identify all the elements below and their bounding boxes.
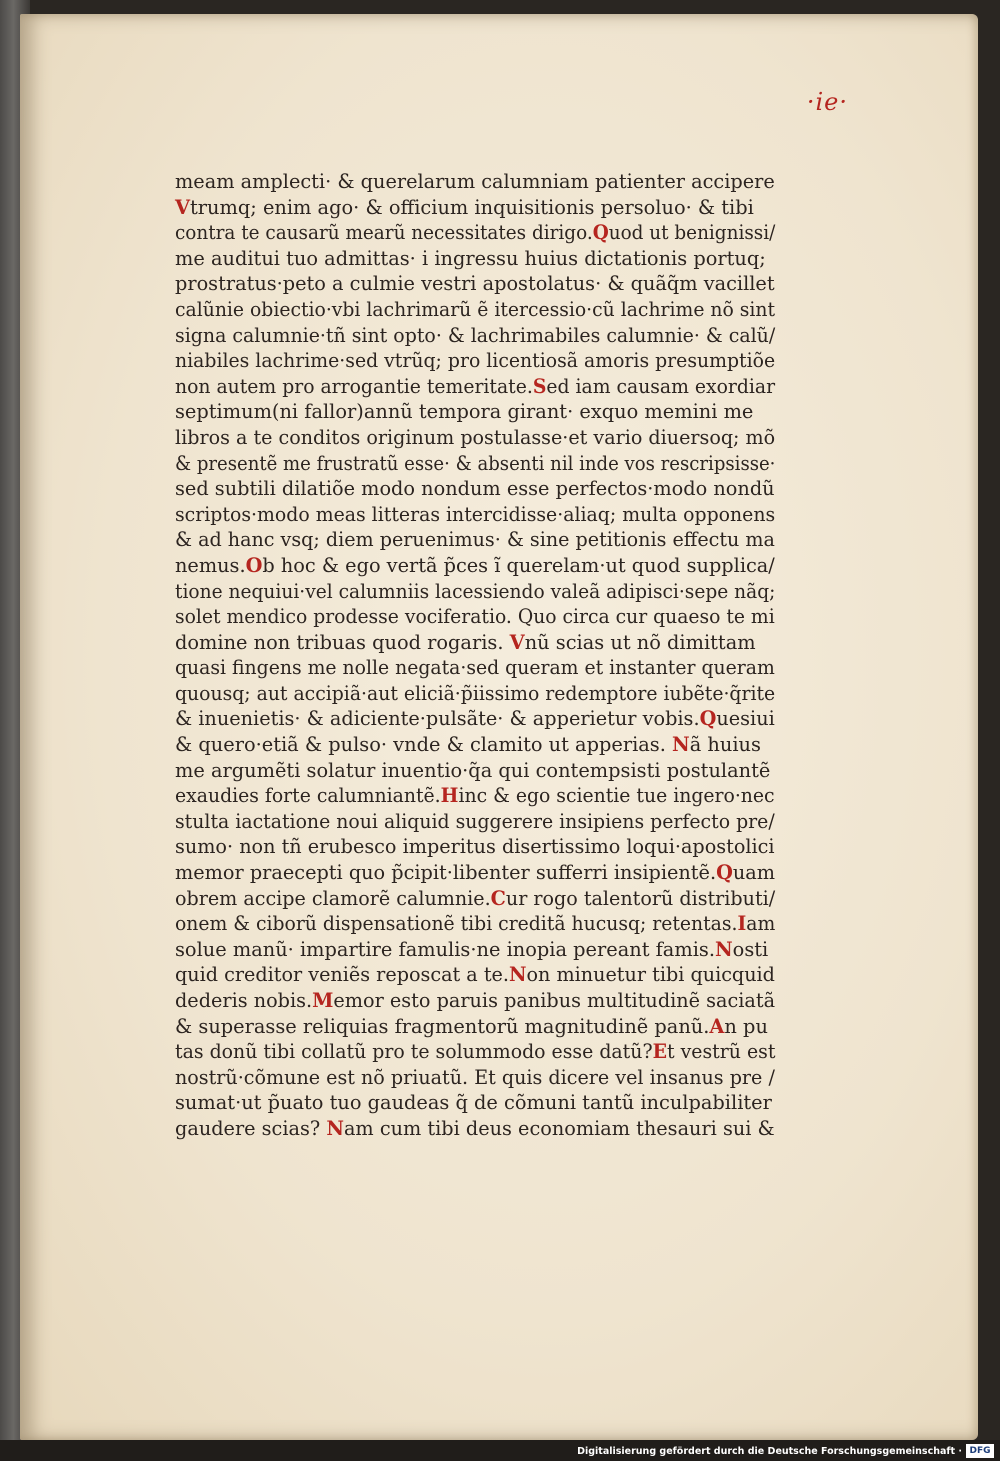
dfg-logo: DFG [966,1444,994,1458]
rubricated-initial: S [532,373,547,398]
rubricated-initial: O [245,552,263,577]
text-line: sumo· non tñ erubesco imperitus disertissimo loqui·apostolici [175,834,775,859]
text-line: dederis nobis.Memor esto paruis panibus multitudinẽ saciatã [175,988,776,1012]
text-line: calũnie obiectio·vbi lachrimarũ ẽ itercessio·cũ lachrime nõ sint [175,296,776,321]
text-line: quid creditor veniẽs reposcat a te.Non minuetur tibi quicquid [175,962,775,987]
text-line: tas donũ tibi collatũ pro te solummodo esse datũ?Et vestrũ est [175,1039,776,1064]
text-line: nostrũ·cõmune est nõ priuatũ. Et quis dicere vel insanus pre / [175,1064,775,1089]
folio-number: ·ie· [806,88,848,116]
text-line: sumat·ut p̃uato tuo gaudeas q̃ de cõmuni tantũ inculpabiliter [175,1090,772,1115]
text-line: & superasse reliquias fragmentorũ magnitudinẽ panũ.An pu [175,1013,768,1038]
text-line: septimum(ni fallor)annũ tempora girant· exquo memini me [175,399,754,424]
text-line: obrem accipe clamorẽ calumnie.Cur rogo talentorũ distributi/ [175,885,776,910]
text-line: sed subtili dilatiõe modo nondum esse perfectos·modo nondũ [175,476,775,501]
text-line: solet mendico prodesse vociferatio. Quo circa cur quaeso te mi [175,604,775,629]
text-line: quasi fingens me nolle negata·sed queram et instanter queram [175,655,775,680]
rubricated-initial: N [672,732,690,757]
rubricated-initial: H [440,783,459,808]
text-line: niabiles lachrime·sed vtrũq; pro licentiosã amoris presumptiõe [175,348,776,373]
text-line: nemus.Ob hoc & ego vertã p̃ces ĩ querelam·ut quod supplica/ [175,552,775,577]
rubricated-initial: V [175,194,191,219]
text-line: quousq; aut accipiã·aut eliciã·p̃iissimo redemptore iubẽte·q̃rite [175,680,776,705]
text-line: solue manũ· impartire famulis·ne inopia pereant famis.Nosti [175,936,769,961]
rubricated-initial: M [312,988,334,1012]
text-line: Vtrumq; enim ago· & officium inquisitionis persoluo· & tibi [175,194,754,219]
text-line: memor praecepti quo p̃cipit·libenter sufferri insipientẽ.Quam [175,860,776,885]
funding-credit: Digitalisierung gefördert durch die Deutsche Forschungsgemeinschaft · [577,1446,962,1457]
text-line: & quero·etiã & pulso· vnde & clamito ut apperias. Nã huius [175,732,761,757]
rubricated-initial: V [509,629,525,654]
text-line: prostratus·peto a culmie vestri apostolatus· & quãq̃m vacillet [175,271,775,296]
text-line: onem & ciborũ dispensationẽ tibi creditã hucusq; retentas.Iam [175,911,776,936]
text-line: exaudies forte calumniantẽ.Hinc & ego scientie tue ingero·nec [175,783,775,808]
text-line: contra te causarũ mearũ necessitates dirigo.Quod ut benignissi/ [175,220,776,245]
manuscript-page [20,14,978,1440]
text-line: me argumẽti solatur inuentio·q̃a qui contempsisti postulantẽ [175,757,771,782]
text-line: non autem pro arrogantie temeritate.Sed iam causam exordiar [175,373,776,398]
rubricated-initial: A [709,1013,725,1038]
rubricated-initial: Q [699,706,717,731]
text-line: gaudere scias? Nam cum tibi deus economiam thesauri sui & [175,1115,775,1140]
text-line: & presentẽ me frustratũ esse· & absenti nil inde vos rescripsisse· [175,450,776,475]
text-line: scriptos·modo meas litteras intercidisse·aliaq; multa opponens [175,501,776,526]
text-line: signa calumnie·tñ sint opto· & lachrimabiles calumnie· & calũ/ [175,322,776,347]
text-line: meam amplecti· & querelarum calumniam patienter accipere [175,169,775,193]
text-line: me auditui tuo admittas· i ingressu huius dictationis portuq; [175,245,766,270]
text-line: stulta iactatione noui aliquid suggerere insipiens perfecto pre/ [175,808,775,833]
text-column [175,169,795,1142]
text-line: tione nequiui·vel calumniis lacessiendo valeã adipisci·sepe nãq; [175,578,776,603]
rubricated-initial: C [490,885,506,910]
rubricated-initial: I [737,911,747,936]
rubricated-initial: Q [592,220,609,245]
rubricated-initial: E [652,1039,668,1064]
rubricated-initial: Q [716,860,733,885]
footer-bar [0,1440,1000,1461]
rubricated-initial: N [714,936,733,961]
text-line: & ad hanc vsq; diem peruenimus· & sine petitionis effectu ma [175,527,775,552]
text-line: libros a te conditos originum postulasse·et vario diuersoq; mõ [175,424,776,449]
text-line: & inuenietis· & adiciente·pulsãte· & apperietur vobis.Quesiui [175,706,775,731]
text-line: domine non tribuas quod rogaris. Vnũ scias ut nõ dimittam [175,629,756,654]
rubricated-initial: N [508,962,527,987]
rubricated-initial: N [326,1115,344,1140]
